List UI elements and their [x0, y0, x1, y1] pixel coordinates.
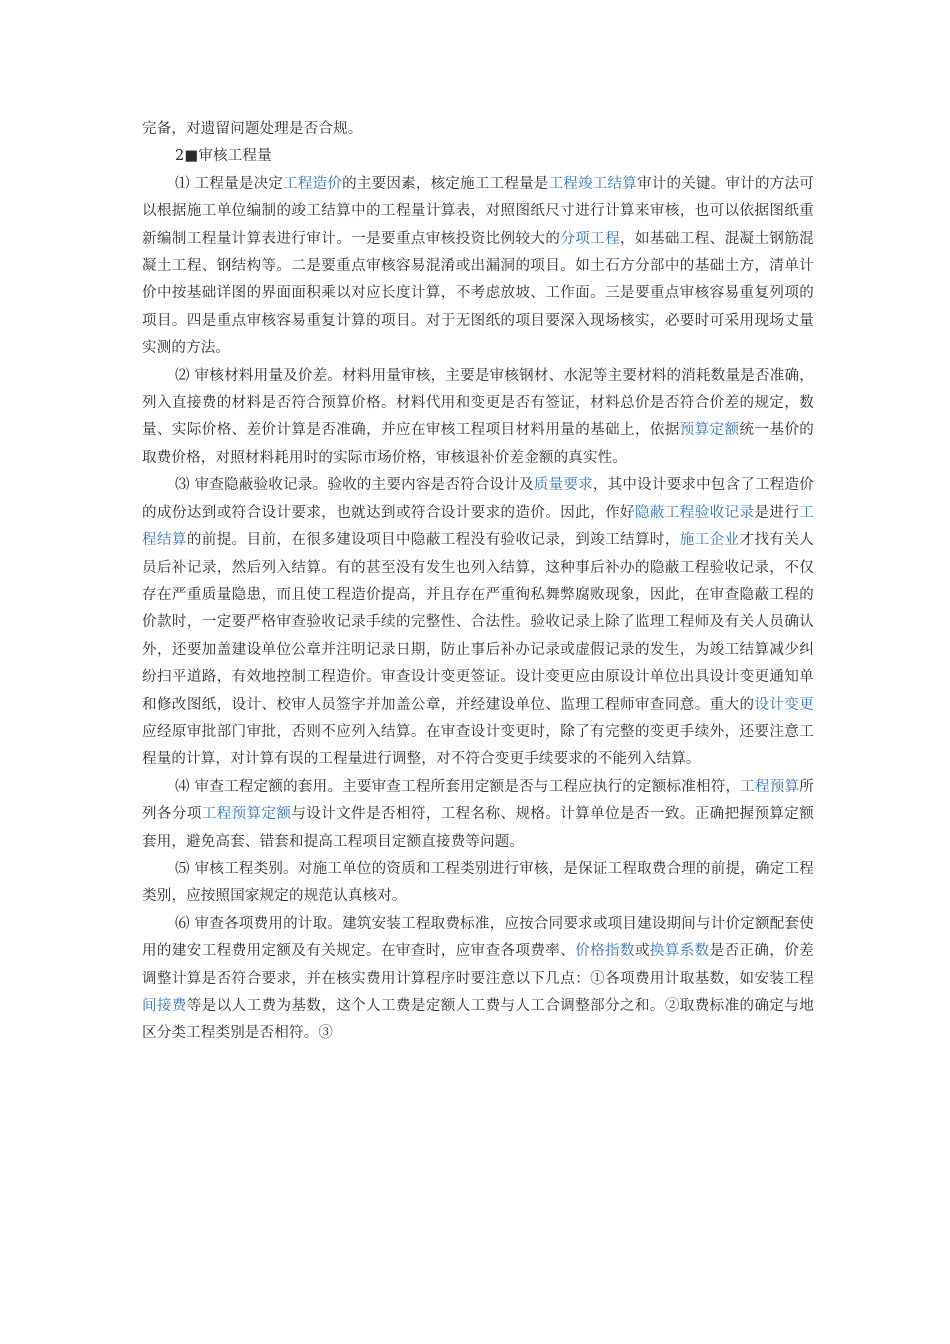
text-segment: ⑷ 审查工程定额的套用。主要审查工程所套用定额是否与工程应执行的定额标准相符， [175, 778, 741, 795]
text-segment: ⑴ 工程量是决定 [175, 175, 284, 192]
text-segment: 与设计文件是否相符，工程名称、规格。计算单位是否一致。正确把握预算定额套用，避免高套、错套和提高工程项目定额直接费等问题。 [142, 806, 815, 850]
text-segment: 是否正确，价差调整计算是否符合要求，并在核实费用计算程序时要注意以下几点：①各项费用计取基数，如安装工程 [142, 943, 814, 987]
paragraph-p0 [142, 116, 814, 143]
paragraph-p5 [142, 856, 814, 911]
hyperlink[interactable]: 质量要求 [533, 477, 593, 494]
hyperlink[interactable]: 工程造价 [283, 175, 343, 192]
paragraph-p3 [142, 472, 814, 773]
text-segment: ⑸ 审核工程类别。对施工单位的资质和工程类别进行审核，是保证工程取费合理的前提，确定工程类别，应按照国家规定的规范认真核对。 [142, 860, 814, 905]
hyperlink[interactable]: 施工企业 [679, 532, 740, 549]
text-segment: ⑵ 审核材料用量及价差。材料用量审核，主要是审核钢材、水泥等主要材料的消耗数量是否准确，列入直接费的材料是否符合预算价格。材料代用和变更是否有签证，材料总价是否符合价差的规定，数量、实际价格、差价计算是否准确，并应在审核工程项目材料用量的基础上，依据 [142, 367, 814, 439]
hyperlink[interactable]: 换算系数 [649, 943, 710, 960]
paragraph-p6 [142, 911, 814, 1048]
text-segment: 的主要因素，核定施工工程量是 [342, 175, 549, 192]
text-segment: 的前提。目前，在很多建设项目中隐蔽工程没有验收记录，到竣工结算时， [186, 532, 680, 549]
hyperlink[interactable]: 分项工程 [560, 230, 621, 247]
text-segment: 2■审核工程量 [175, 148, 272, 165]
hyperlink[interactable]: 工程结算 [142, 504, 814, 549]
paragraph-p1 [142, 171, 814, 363]
hyperlink[interactable]: 工程预算 [740, 778, 800, 795]
hyperlink[interactable]: 工程预算定额 [201, 806, 292, 823]
text-segment: ⑶ 审查隐蔽验收记录。验收的主要内容是否符合设计及 [175, 477, 534, 494]
text-segment: 所列各分项 [142, 778, 814, 823]
document-body [142, 116, 814, 1048]
hyperlink[interactable]: 间接费 [142, 998, 187, 1014]
paragraph-p4 [142, 774, 814, 856]
paragraph-p2 [142, 363, 814, 473]
text-segment: 完备，对遗留问题处理是否合规。 [142, 121, 363, 137]
text-segment: 是进行 [754, 504, 800, 521]
text-segment: ，如基础工程、混凝土钢筋混凝土工程、钢结构等。二是要重点审核容易混淆或出漏洞的项目。如土石方分部中的基础土方，清单计价中按基础详图的界面面积乘以对应长度计算，不考虑放坡、工作面。三是要重点审核容易重复列项的项目。四是重点审核容易重复计算的项目。对于无图纸的项目要深入现场核实，必要时可采用现场丈量实测的方法。 [142, 230, 814, 357]
hyperlink[interactable]: 隐蔽工程验收记录 [634, 504, 755, 521]
text-segment: ，其中设计要求中包含了工程造价的成份达到或符合设计要求，也就达到或符合设计要求的造价。因此，作好 [142, 477, 815, 521]
hyperlink[interactable]: 设计变更 [754, 696, 814, 713]
text-segment: ⑹ 审查各项费用的计取。建筑安装工程取费标准，应按合同要求或项目建设期间与计价定额配套使用的建安工程费用定额及有关规定。在审查时，应审查各项费率、 [142, 915, 814, 960]
hyperlink[interactable]: 预算定额 [679, 422, 740, 439]
text-segment: 等是以人工费为基数，这个人工费是定额人工费与人工合调整部分之和。②取费标准的确定与地区分类工程类别是否相符。③ [142, 998, 814, 1042]
text-segment: 审计的关键。审计的方法可以根据施工单位编制的竣工结算中的工程量计算表，对照图纸尺寸进行计算来审核，也可以依据图纸重新编制工程量计算表进行审计。一是要重点审核投资比例较大的 [142, 175, 814, 247]
hyperlink[interactable]: 工程竣工结算 [548, 175, 638, 192]
text-segment: 统一基价的取费价格，对照材料耗用时的实际市场价格，审核退补价差金额的真实性。 [142, 422, 814, 466]
text-segment: 应经原审批部门审批，否则不应列入结算。在审查设计变更时，除了有完整的变更手续外，还要注意工程量的计算，对计算有误的工程量进行调整，对不符合变更手续要求的不能列入结算。 [142, 723, 814, 768]
text-segment: 才找有关人员后补记录，然后列入结算。有的甚至没有发生也列入结算，这种事后补办的隐蔽工程验收记录，不仅存在严重质量隐患，而且使工程造价提高，并且存在严重徇私舞弊腐败现象，因此，在审查隐蔽工程的价款时，一定要严格审查验收记录手续的完整性、合法性。验收记录上除了监理工程师及有关人员确认外，还要加盖建设单位公章并注明记录日期，防止事后补办记录或虚假记录的发生，为竣工结算减少纠纷扫平道路，有效地控制工程造价。审查设计变更签证。设计变更应由原设计单位出具设计变更通知单和修改图纸，设计、校审人员签字并加盖公章，并经建设单位、监理工程师审查同意。重大的 [142, 532, 814, 713]
section-heading [142, 143, 814, 170]
hyperlink[interactable]: 价格指数 [575, 943, 635, 960]
text-segment: 或 [634, 943, 650, 960]
